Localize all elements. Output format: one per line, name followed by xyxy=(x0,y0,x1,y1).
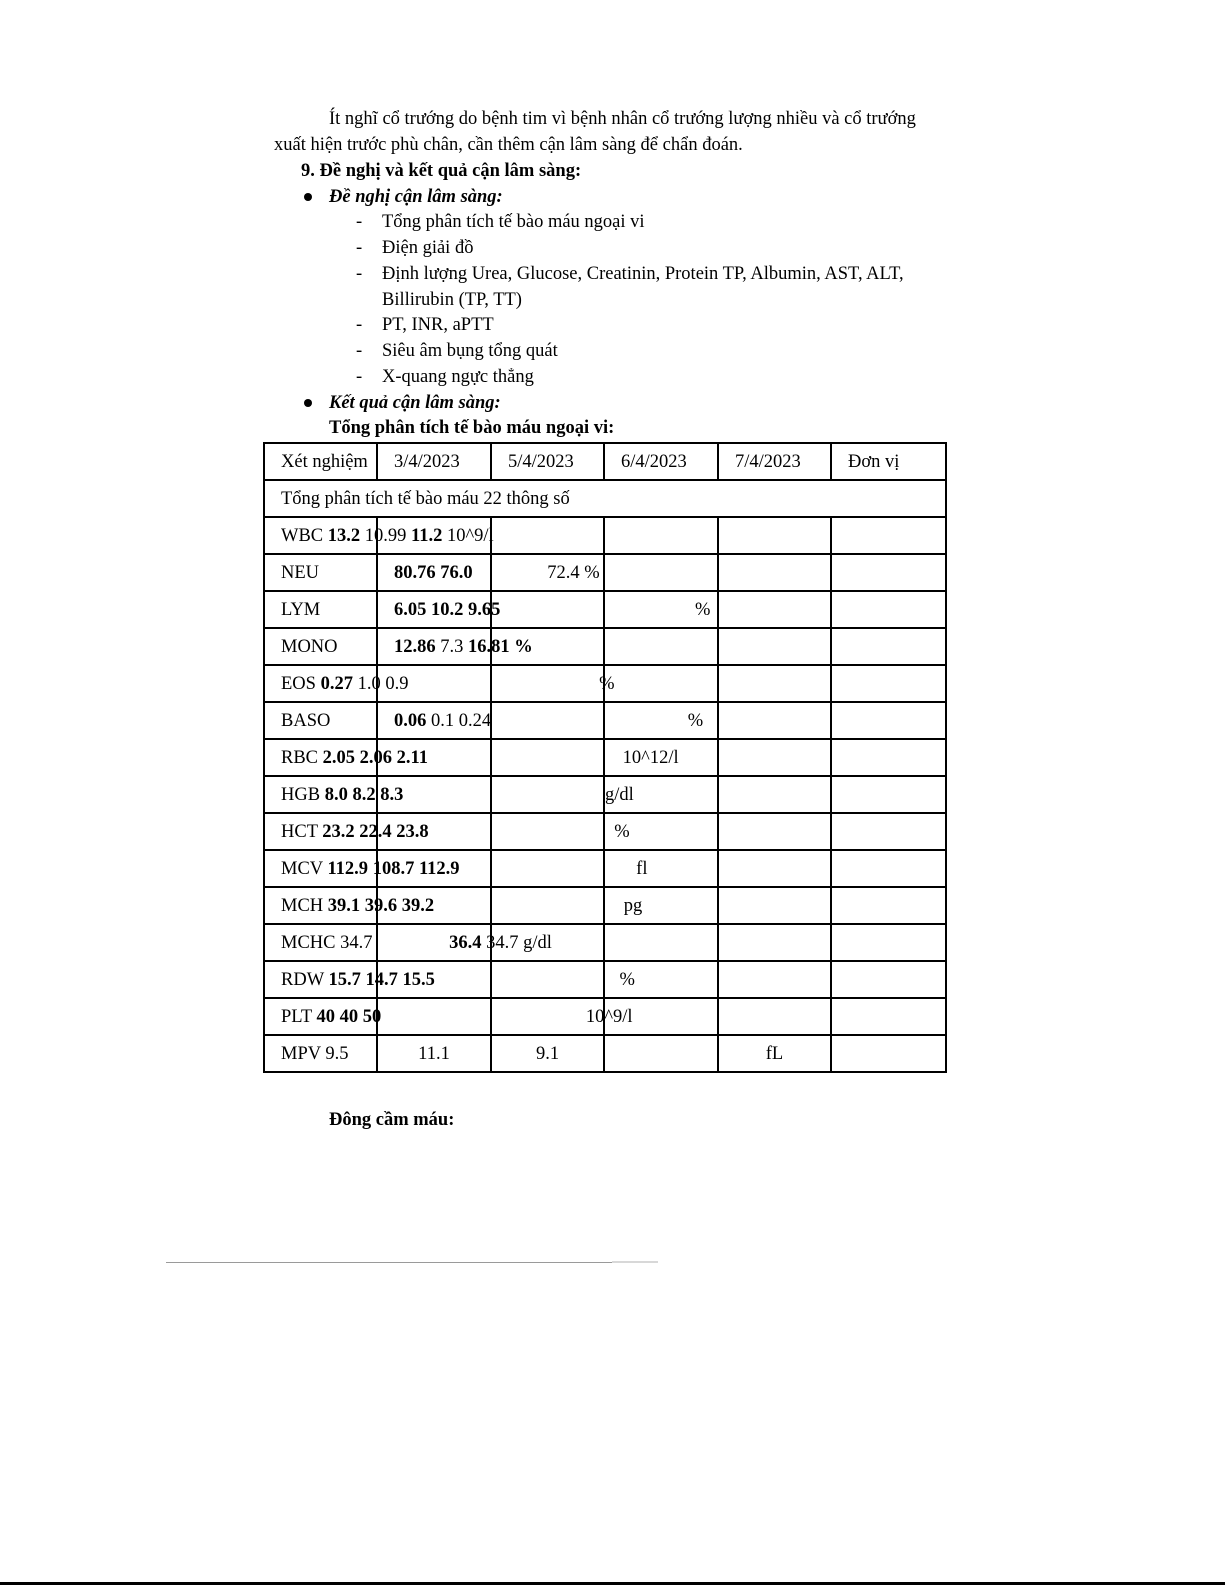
cbc-title: Tổng phân tích tế bào máu ngoại vi: xyxy=(329,418,615,438)
value-d1: 40 xyxy=(316,1006,335,1027)
dash-icon: - xyxy=(356,264,363,284)
unit: % xyxy=(514,636,533,657)
row-cell xyxy=(264,924,552,961)
proposal-item: Tổng phân tích tế bào máu ngoại vi xyxy=(382,212,645,232)
value-d3: 9.65 xyxy=(468,599,501,620)
proposal-item: Siêu âm bụng tổng quát xyxy=(382,341,558,361)
header-cell: Xét nghiệm xyxy=(264,443,377,480)
row-cell xyxy=(377,591,711,628)
value-d1: 8.0 xyxy=(324,784,348,805)
footer-divider xyxy=(166,1262,612,1263)
value-d2: 0.1 xyxy=(431,710,455,731)
row-cell xyxy=(377,554,600,591)
unit: % xyxy=(687,710,704,731)
value-d1: 34.7 xyxy=(340,932,373,953)
table-row xyxy=(264,998,946,1035)
proposal-item: Định lượng Urea, Glucose, Creatinin, Protein TP, Albumin, AST, ALT, xyxy=(382,264,904,284)
table-row xyxy=(264,739,946,776)
value-d3: 0.24 xyxy=(458,710,492,731)
header-cell: 6/4/2023 xyxy=(604,443,718,480)
value-d1: 9.5 xyxy=(325,1043,349,1064)
value-d1: 2.05 xyxy=(322,747,356,768)
test-name: MONO xyxy=(264,628,377,665)
unit: % xyxy=(619,969,635,990)
value-d3: 23.8 xyxy=(396,821,429,842)
value-d3: 11.2 xyxy=(411,525,443,546)
unit: g/dl xyxy=(523,932,552,953)
test-name: MCV xyxy=(281,858,323,879)
row-cell xyxy=(264,850,648,887)
value-d1: 0.06 xyxy=(394,710,427,731)
header-cell: 7/4/2023 xyxy=(718,443,831,480)
unit: % xyxy=(599,673,615,694)
proposals-heading: Đề nghị cận lâm sàng: xyxy=(329,187,503,207)
row-cell xyxy=(377,628,533,665)
value-d2: 22.4 xyxy=(359,821,392,842)
value-d2: 10.99 xyxy=(364,525,407,546)
value-d2: 14.7 xyxy=(365,969,398,990)
value-d1: 80.76 xyxy=(394,562,436,583)
value-d2: 2.06 xyxy=(359,747,393,768)
table-row xyxy=(264,517,946,554)
value-d1: 23.2 xyxy=(322,821,355,842)
table-group-row xyxy=(264,480,946,517)
test-name: LYM xyxy=(264,591,377,628)
table-row xyxy=(264,591,946,628)
value-d3: 15.5 xyxy=(402,969,435,990)
value-d2: 11.1 xyxy=(377,1035,491,1072)
proposal-item: PT, INR, aPTT xyxy=(382,315,494,335)
value-d1: 15.7 xyxy=(328,969,361,990)
unit: % xyxy=(584,562,600,583)
table-row xyxy=(264,554,946,591)
value-d2: 76.0 xyxy=(440,562,473,583)
test-name: MPV xyxy=(281,1043,321,1064)
row-cell xyxy=(264,813,630,850)
unit: 10^12/l xyxy=(622,747,679,768)
table-header-row xyxy=(264,443,946,480)
value-d3: 16.81 xyxy=(468,636,510,657)
bullet-icon xyxy=(304,193,312,201)
footer-mark xyxy=(612,1261,658,1263)
test-name: BASO xyxy=(264,702,377,739)
value-d1: 39.1 xyxy=(327,895,361,916)
value-d2: 1.0 xyxy=(357,673,381,694)
value-d1: 12.86 xyxy=(394,636,436,657)
proposal-item: Điện giải đồ xyxy=(382,238,474,258)
row-cell xyxy=(264,739,679,776)
dash-icon: - xyxy=(356,238,363,258)
test-name: MCHC xyxy=(281,932,336,953)
value-d3: 34.7 xyxy=(486,932,519,953)
proposal-item-continued: Billirubin (TP, TT) xyxy=(382,290,522,310)
row-cell xyxy=(264,1035,377,1072)
dash-icon: - xyxy=(356,212,363,232)
paragraph-line-1: Ít nghĩ cổ trướng do bệnh tim vì bệnh nhân cổ trướng lượng nhiều và cổ trướng xyxy=(329,109,916,129)
value-d3: 0.9 xyxy=(385,673,409,694)
value-d1: 112.9 xyxy=(327,858,369,879)
test-name: WBC xyxy=(281,525,324,546)
value-d1: 13.2 xyxy=(327,525,361,546)
row-cell xyxy=(264,776,634,813)
table-row xyxy=(264,961,946,998)
bullet-icon xyxy=(304,399,312,407)
proposal-item: X-quang ngực thẳng xyxy=(382,367,534,387)
row-cell xyxy=(264,665,615,702)
test-name: RDW xyxy=(281,969,324,990)
value-d2: 108.7 xyxy=(372,858,415,879)
unit: % xyxy=(695,599,711,620)
value-d2: 8.2 xyxy=(352,784,376,805)
value-d3: 8.3 xyxy=(380,784,404,805)
table-row xyxy=(264,1035,946,1072)
value-d2: 39.6 xyxy=(364,895,398,916)
test-name: MCH xyxy=(281,895,324,916)
unit: g/dl xyxy=(604,784,634,805)
coagulation-heading: Đông cầm máu: xyxy=(329,1110,455,1130)
header-cell: 5/4/2023 xyxy=(491,443,604,480)
group-title-cell: Tổng phân tích tế bào máu 22 thông số xyxy=(264,480,946,517)
value-d3: 2.11 xyxy=(396,747,429,768)
unit: % xyxy=(614,821,630,842)
value-d1: 0.27 xyxy=(320,673,353,694)
unit: 10^9/l xyxy=(447,525,494,546)
table-row xyxy=(264,924,946,961)
value-d3: 112.9 xyxy=(418,858,460,879)
value-d3: 50 xyxy=(362,1006,382,1027)
unit: pg xyxy=(623,895,643,916)
value-d2: 40 xyxy=(339,1006,359,1027)
unit: fl xyxy=(636,858,648,879)
table-row xyxy=(264,887,946,924)
value-d2: 36.4 xyxy=(449,932,482,953)
value-d3: 72.4 xyxy=(547,562,580,583)
cbc-results-table xyxy=(263,442,947,1073)
row-cell xyxy=(264,517,494,554)
table-row xyxy=(264,628,946,665)
results-heading: Kết quả cận lâm sàng: xyxy=(329,393,501,413)
dash-icon: - xyxy=(356,367,363,387)
row-cell xyxy=(264,961,635,998)
row-cell xyxy=(264,998,633,1035)
test-name: NEU xyxy=(264,554,377,591)
test-name: PLT xyxy=(281,1006,312,1027)
row-cell xyxy=(377,702,704,739)
header-cell: 3/4/2023 xyxy=(377,443,491,480)
value-d3: 39.2 xyxy=(401,895,435,916)
dash-icon: - xyxy=(356,341,363,361)
table-row xyxy=(264,850,946,887)
test-name: HCT xyxy=(281,821,318,842)
section-heading: 9. Đề nghị và kết quả cận lâm sàng: xyxy=(301,161,582,181)
row-cell xyxy=(264,887,643,924)
table-row xyxy=(264,813,946,850)
table-row xyxy=(264,776,946,813)
value-d2: 10.2 xyxy=(431,599,464,620)
test-name: HGB xyxy=(281,784,321,805)
dash-icon: - xyxy=(356,315,363,335)
test-name: RBC xyxy=(281,747,319,768)
table-row xyxy=(264,702,946,739)
test-name: EOS xyxy=(281,673,316,694)
header-cell: Đơn vị xyxy=(831,443,946,480)
table-row xyxy=(264,665,946,702)
unit: 10^9/l xyxy=(585,1006,633,1027)
unit: fL xyxy=(718,1035,831,1072)
paragraph-line-2: xuất hiện trước phù chân, cần thêm cận lâm sàng để chẩn đoán. xyxy=(274,135,743,155)
value-d3: 9.1 xyxy=(491,1035,604,1072)
value-d2: 7.3 xyxy=(440,636,464,657)
value-d1: 6.05 xyxy=(394,599,427,620)
